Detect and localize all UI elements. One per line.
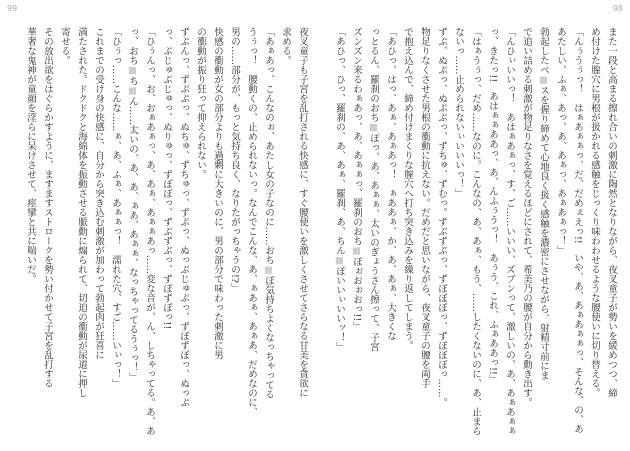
text-column: ずぷ、ぬぷっ、ぬぷぷっ、ずちゅ、ずむっ。ずぶずぶっ、ずぼぼぼっ、ずぼぼぼっ……。 bbox=[436, 27, 447, 407]
text-column: 夜叉童子も子宮を乱打される快感に、すぐ腰使いを激しくさせてさらなる甘美を貪欲に bbox=[297, 27, 308, 398]
text-column: 「んひぃいいっ！ あはぁあぁっ、す、ご……いいい、ズブンって、激しいの、あ、あぁあぁぁ bbox=[504, 27, 515, 436]
text-column: その放出欲をはぐらかすように、ますますストロークを勢い付かせて子宮を乱打する bbox=[42, 27, 53, 388]
text-column: 満たされた。ドクドクと海綿体を振動させる脈動に煽られて、切迫の衝動が尿道に押し bbox=[76, 27, 87, 398]
text-column: これまでの受け身の快感に、自分から突き込む刺激が加わって勃起肉が狂喜に bbox=[93, 27, 104, 360]
text-column: 快感の衝動が女の部分よりも過剰に大きいのに、男の部分で味わった刺激に男 bbox=[212, 27, 223, 360]
text-column: っ、ぶじゅぶじゅっ、ぬりゅっ、ずぼぼっ、ずぶずぶっ、ずぼずぼっ!! bbox=[161, 27, 172, 330]
text-column: め付けた膣穴に男根が扱かれる感触をじっくり味わわせるような腰使いに切り替える。 bbox=[589, 27, 600, 398]
censor-mark: ■ bbox=[127, 85, 138, 97]
censor-mark: ■ bbox=[368, 122, 379, 133]
text-column: 「はぁうぅっ、だめ……なのに。こんなの、あ、あぁ、もう、……したくないのに、あ、止まら bbox=[470, 27, 481, 436]
text-column: の衝動が振り狂って抑えられない。 bbox=[195, 27, 206, 179]
text-column: 「あぁあっ、こんなのぉ、あたし女の子なのに……おち■ぽ気持ちよくなっちゃってる bbox=[263, 27, 274, 399]
right-page-text-block bbox=[330, 27, 620, 445]
left-page-text-block bbox=[21, 27, 311, 445]
text-column: で抱え込んで、締め付けまくりな膣穴へ打ち突き込みを繰り返してしまう。 bbox=[402, 27, 413, 350]
censor-mark: ■ bbox=[538, 74, 549, 86]
text-column: 華奢な鬼神が童顔を淫らに呆けさせて、痙攣と共に喘いだ。 bbox=[25, 27, 36, 284]
text-column: 「んぅうぅっ！ はぁあぁぁっ、だ、だめぇえっ!! いや、あ、あぁあぁぁっ、そんな、の、あ bbox=[572, 27, 583, 434]
page-number-right: 98 bbox=[612, 4, 623, 13]
text-column: っとるん、羅刹のおち■ぽっ、あ、あぁぁ、太いのぎょうさん擦って、子宮 bbox=[368, 27, 379, 352]
text-column: っ、おち■ち■ん……太いの、あ、あ、ぁあ、あぁぁ、なっちゃってるうぅっ！」 bbox=[127, 27, 138, 382]
text-column: ずぷんっ、ずぷぷっ、ぬちゅ、ずちゅっ、ずぷっ、ぬっぷじゅぷっ、ずぼずぼっ、ぬっぷ bbox=[178, 27, 189, 407]
text-column: 男の……部分が、もっと気持ち良く、なりたがっちゃうの!?」 bbox=[229, 27, 240, 293]
text-column: 寄せる。 bbox=[59, 27, 70, 65]
text-column: 物足りなくさせた男根の衝動に抗えない。だめだと思いながら、夜叉童子の腰を両手 bbox=[419, 27, 430, 388]
text-column: うぅっ！ 腰動くの、止められないっ。なんでこんな、あ、ぁあぁ、あぁあ、だめなのに、 bbox=[246, 27, 257, 417]
text-column: 「あひっ、ひっ、羅刹の、あ、あぁ、羅刹、あ、ちん■ぽいいぃいいッ！」 bbox=[334, 27, 345, 352]
text-column: あたしい、ふぁ、あっ、あ、あぁっ、あぁあぁっ！」 bbox=[555, 27, 566, 255]
text-column: っ、きたっ!! あはぁぁああっ、あ、んふぅうっ！ あぅう、これ、ふぁああっ!!」 bbox=[487, 27, 498, 385]
text-column: 求める。 bbox=[280, 27, 291, 65]
text-column: で追い詰める刺激が物足りなさを覚えるほどにされて、希美乃の腰が自分から動き出す。 bbox=[521, 27, 532, 407]
text-column: また一段と高まる擦れ合いの刺激に陶然となりながら、夜叉童子が勢いを緩めつつ、締 bbox=[606, 27, 617, 398]
page-number-left: 99 bbox=[7, 4, 18, 13]
censor-mark: ■ bbox=[127, 65, 138, 76]
text-column: 「ひぅっ……こんな……ぁ、あ、ふぁ、あぁぁっ！ 濡れた穴、すご……いぃっ！」 bbox=[110, 27, 121, 388]
text-column: ズンズン来るわぁあっ、あ、あぁぁっ、羅刹のおち■ぽぉおぉおっ!!」 bbox=[351, 27, 362, 331]
text-column: 勃起したペ■スを握り締めて心地良く扱く感触を濃密にさせながら、射精寸前にま bbox=[538, 27, 549, 380]
censor-mark: ■ bbox=[263, 264, 274, 276]
text-column: ないっ……止められないぃいいいっ！」 bbox=[453, 27, 464, 198]
text-column: 「ひぅんっ、お、おぁあぁっ、あ、あぁ、あぁぁあっ……変な音が、ん、しちゃってる。あ、あ bbox=[144, 27, 155, 436]
censor-mark: ■ bbox=[334, 255, 345, 266]
text-column: 「あひっ、はっ、あぁ、あぁあっ！ ぁああぁ、か、あ、あぁ、大きくな bbox=[385, 27, 396, 341]
censor-mark: ■ bbox=[351, 245, 362, 257]
